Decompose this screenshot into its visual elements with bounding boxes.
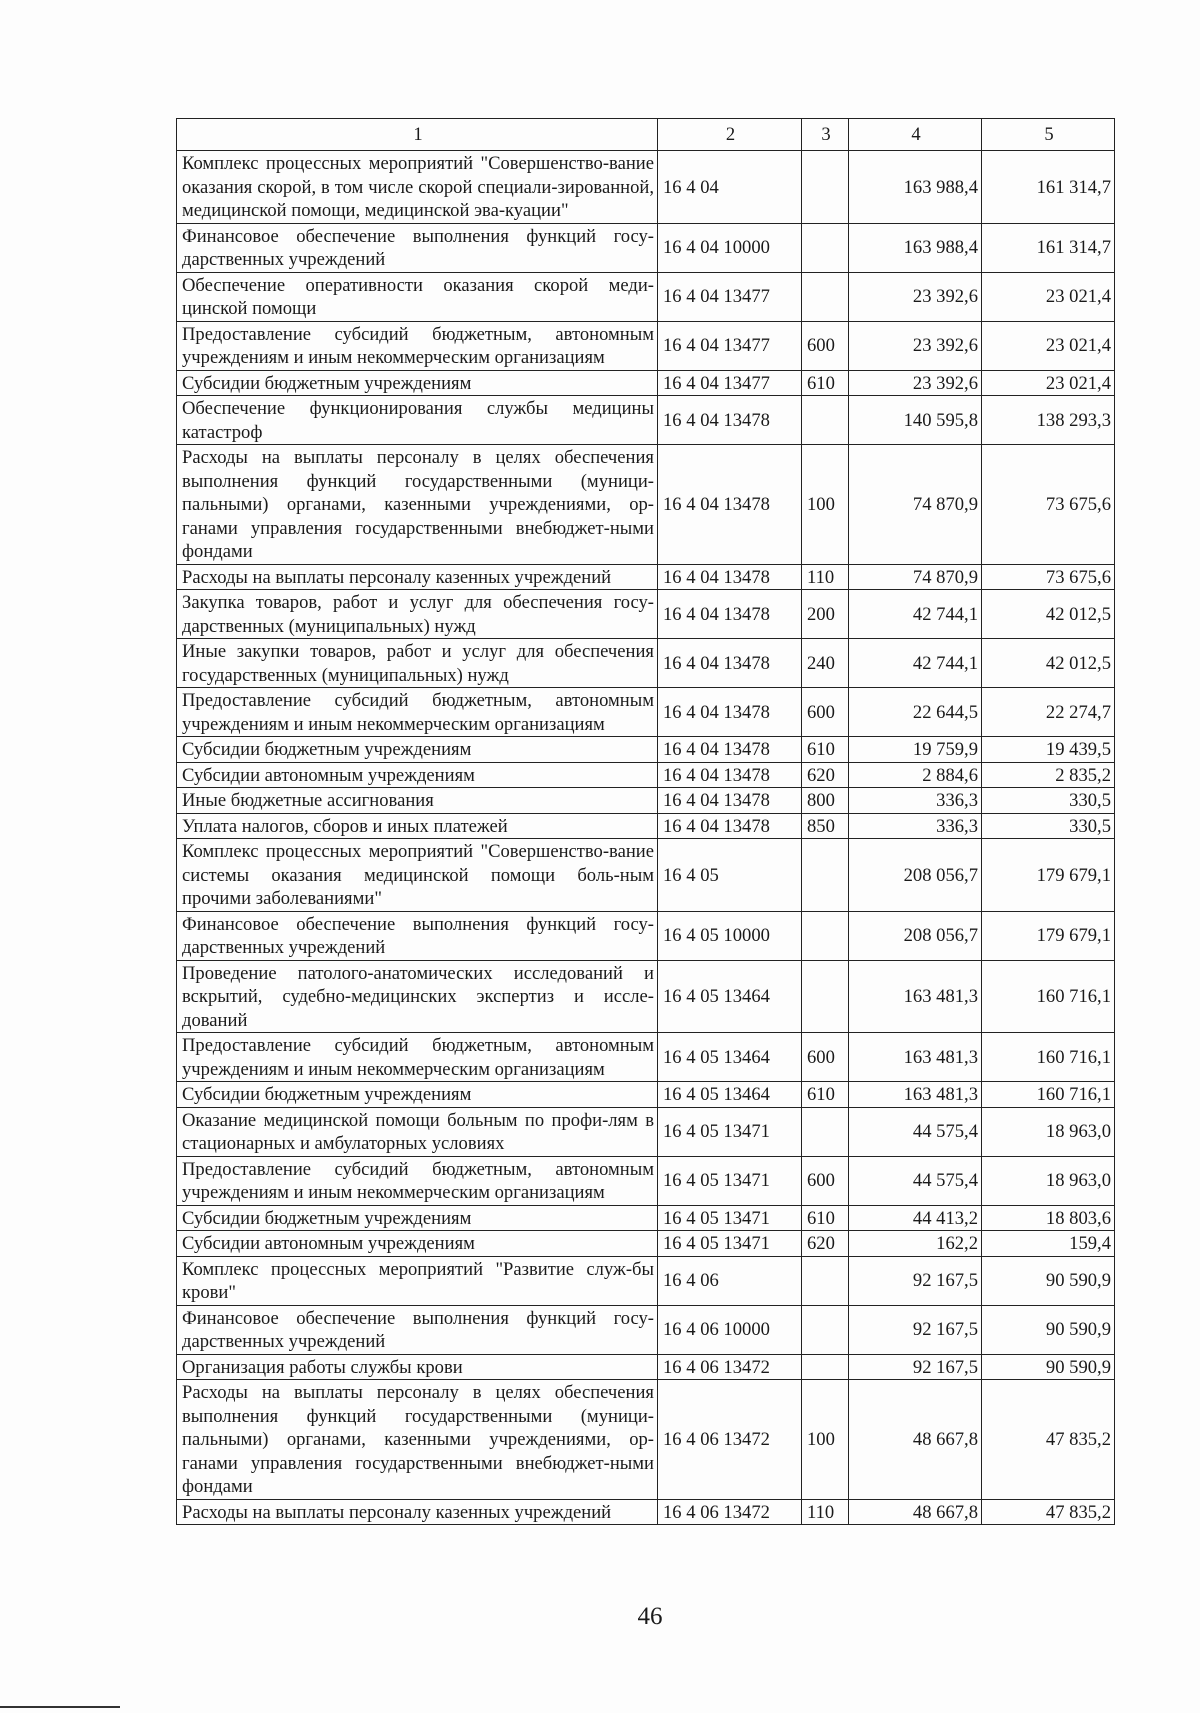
amount-col4: 163 988,4 [849,151,982,224]
amount-col4: 140 595,8 [849,396,982,445]
amount-col5: 2 835,2 [982,762,1115,788]
expense-type [802,151,849,224]
target-code: 16 4 05 13471 [658,1231,802,1257]
target-code: 16 4 04 13477 [658,321,802,370]
amount-col4: 163 988,4 [849,223,982,272]
expense-type: 100 [802,445,849,565]
expense-type [802,1305,849,1354]
expense-type: 620 [802,762,849,788]
amount-col5: 73 675,6 [982,564,1115,590]
expense-type: 610 [802,370,849,396]
table-row [177,151,1115,224]
expense-type [802,960,849,1033]
target-code: 16 4 04 13478 [658,737,802,763]
amount-col5: 73 675,6 [982,445,1115,565]
item-name: Комплекс процессных мероприятий "Развитие служ-бы крови" [177,1256,658,1305]
target-code: 16 4 05 10000 [658,911,802,960]
expense-type: 620 [802,1231,849,1257]
item-name: Предоставление субсидий бюджетным, автономным учреждениям и иным некоммерческим организациям [177,1033,658,1082]
amount-col5: 90 590,9 [982,1256,1115,1305]
table-row [177,223,1115,272]
amount-col4: 92 167,5 [849,1354,982,1380]
amount-col4: 336,3 [849,813,982,839]
target-code: 16 4 04 13478 [658,688,802,737]
amount-col5: 18 963,0 [982,1107,1115,1156]
item-name: Финансовое обеспечение выполнения функций госу-дарственных учреждений [177,223,658,272]
expense-type: 610 [802,1082,849,1108]
amount-col4: 42 744,1 [849,639,982,688]
target-code: 16 4 04 13478 [658,639,802,688]
target-code: 16 4 04 13477 [658,272,802,321]
amount-col5: 19 439,5 [982,737,1115,763]
expense-type [802,1354,849,1380]
item-name: Обеспечение функционирования службы медицины катастроф [177,396,658,445]
amount-col4: 163 481,3 [849,1082,982,1108]
amount-col4: 163 481,3 [849,960,982,1033]
amount-col4: 44 575,4 [849,1156,982,1205]
expense-type: 600 [802,1033,849,1082]
target-code: 16 4 05 13464 [658,1082,802,1108]
item-name: Предоставление субсидий бюджетным, автономным учреждениям и иным некоммерческим организациям [177,1156,658,1205]
amount-col5: 160 716,1 [982,1033,1115,1082]
amount-col5: 23 021,4 [982,272,1115,321]
table-row [177,396,1115,445]
table-row [177,688,1115,737]
amount-col4: 336,3 [849,788,982,814]
header-cell-2: 2 [658,119,802,151]
table-row [177,1305,1115,1354]
amount-col4: 23 392,6 [849,321,982,370]
item-name: Расходы на выплаты персоналу казенных учреждений [177,1499,658,1525]
amount-col4: 22 644,5 [849,688,982,737]
table-row [177,762,1115,788]
table-row [177,1380,1115,1500]
amount-col4: 44 413,2 [849,1205,982,1231]
target-code: 16 4 04 13477 [658,370,802,396]
amount-col5: 330,5 [982,788,1115,814]
item-name: Расходы на выплаты персоналу в целях обеспечения выполнения функций государственными (муници-пальными) органами, казенными учреждениями, ор-ганами управления государственными внебюджет-ными фондами [177,1380,658,1500]
amount-col5: 23 021,4 [982,370,1115,396]
table-row [177,813,1115,839]
item-name: Субсидии бюджетным учреждениям [177,737,658,763]
header-cell-1: 1 [177,119,658,151]
target-code: 16 4 04 13478 [658,788,802,814]
amount-col4: 23 392,6 [849,370,982,396]
table-row [177,1107,1115,1156]
amount-col5: 159,4 [982,1231,1115,1257]
item-name: Оказание медицинской помощи больным по профи-лям в стационарных и амбулаторных условиях [177,1107,658,1156]
table-row [177,321,1115,370]
amount-col5: 330,5 [982,813,1115,839]
expense-type: 110 [802,564,849,590]
scan-edge-line [0,1706,120,1708]
target-code: 16 4 05 13464 [658,960,802,1033]
expense-type: 110 [802,1499,849,1525]
amount-col5: 42 012,5 [982,590,1115,639]
target-code: 16 4 06 10000 [658,1305,802,1354]
target-code: 16 4 04 10000 [658,223,802,272]
target-code: 16 4 05 13471 [658,1107,802,1156]
table-row [177,370,1115,396]
target-code: 16 4 04 13478 [658,762,802,788]
item-name: Уплата налогов, сборов и иных платежей [177,813,658,839]
amount-col4: 23 392,6 [849,272,982,321]
item-name: Субсидии автономным учреждениям [177,1231,658,1257]
amount-col4: 19 759,9 [849,737,982,763]
expense-type [802,223,849,272]
target-code: 16 4 05 13471 [658,1205,802,1231]
item-name: Финансовое обеспечение выполнения функций госу-дарственных учреждений [177,911,658,960]
expense-type [802,911,849,960]
header-row [177,119,1115,151]
amount-col5: 160 716,1 [982,960,1115,1033]
item-name: Закупка товаров, работ и услуг для обеспечения госу-дарственных (муниципальных) нужд [177,590,658,639]
expense-type: 240 [802,639,849,688]
amount-col4: 208 056,7 [849,911,982,960]
table-row [177,737,1115,763]
target-code: 16 4 06 13472 [658,1499,802,1525]
expense-type [802,839,849,912]
table-row [177,639,1115,688]
header-cell-5: 5 [982,119,1115,151]
table-row [177,911,1115,960]
table-row [177,445,1115,565]
amount-col4: 48 667,8 [849,1499,982,1525]
amount-col5: 161 314,7 [982,151,1115,224]
item-name: Обеспечение оперативности оказания скорой меди-цинской помощи [177,272,658,321]
table-row [177,272,1115,321]
amount-col4: 48 667,8 [849,1380,982,1500]
target-code: 16 4 04 13478 [658,590,802,639]
item-name: Иные бюджетные ассигнования [177,788,658,814]
target-code: 16 4 06 [658,1256,802,1305]
amount-col5: 47 835,2 [982,1380,1115,1500]
amount-col4: 208 056,7 [849,839,982,912]
table-row [177,960,1115,1033]
expense-type [802,1107,849,1156]
header-cell-4: 4 [849,119,982,151]
item-name: Комплекс процессных мероприятий "Совершенство-вание оказания скорой, в том числе скорой специали-зированной, медицинской помощи, медицинской эва-куации" [177,151,658,224]
item-name: Организация работы службы крови [177,1354,658,1380]
amount-col5: 90 590,9 [982,1354,1115,1380]
target-code: 16 4 04 13478 [658,813,802,839]
target-code: 16 4 05 13471 [658,1156,802,1205]
item-name: Субсидии бюджетным учреждениям [177,1205,658,1231]
expense-type: 600 [802,1156,849,1205]
amount-col4: 92 167,5 [849,1256,982,1305]
expense-type: 610 [802,1205,849,1231]
amount-col5: 179 679,1 [982,839,1115,912]
table-row [177,564,1115,590]
amount-col4: 42 744,1 [849,590,982,639]
table-row [177,1354,1115,1380]
amount-col5: 160 716,1 [982,1082,1115,1108]
table-row [177,1156,1115,1205]
amount-col5: 18 963,0 [982,1156,1115,1205]
item-name: Расходы на выплаты персоналу в целях обеспечения выполнения функций государственными (муници-пальными) органами, казенными учреждениями, ор-ганами управления государственными внебюджет-ными фондами [177,445,658,565]
amount-col4: 162,2 [849,1231,982,1257]
expense-type [802,396,849,445]
amount-col5: 90 590,9 [982,1305,1115,1354]
item-name: Финансовое обеспечение выполнения функций госу-дарственных учреждений [177,1305,658,1354]
expense-type: 610 [802,737,849,763]
item-name: Предоставление субсидий бюджетным, автономным учреждениям и иным некоммерческим организациям [177,688,658,737]
table-row [177,1231,1115,1257]
target-code: 16 4 06 13472 [658,1354,802,1380]
target-code: 16 4 05 [658,839,802,912]
table-row [177,590,1115,639]
page-number: 46 [637,1603,663,1630]
item-name: Предоставление субсидий бюджетным, автономным учреждениям и иным некоммерческим организациям [177,321,658,370]
expense-type: 600 [802,321,849,370]
amount-col5: 47 835,2 [982,1499,1115,1525]
amount-col5: 138 293,3 [982,396,1115,445]
amount-col5: 18 803,6 [982,1205,1115,1231]
table-row [177,1033,1115,1082]
expense-type [802,1256,849,1305]
page-number-wrap [0,1603,1200,1631]
amount-col4: 2 884,6 [849,762,982,788]
amount-col5: 179 679,1 [982,911,1115,960]
amount-col5: 161 314,7 [982,223,1115,272]
expense-type: 200 [802,590,849,639]
table-body [177,151,1115,1525]
amount-col4: 163 481,3 [849,1033,982,1082]
item-name: Расходы на выплаты персоналу казенных учреждений [177,564,658,590]
target-code: 16 4 06 13472 [658,1380,802,1500]
expense-type: 850 [802,813,849,839]
table-row [177,1082,1115,1108]
budget-table [176,118,1115,1525]
header-cell-3: 3 [802,119,849,151]
item-name: Субсидии автономным учреждениям [177,762,658,788]
expense-type: 800 [802,788,849,814]
target-code: 16 4 04 [658,151,802,224]
amount-col4: 74 870,9 [849,564,982,590]
amount-col4: 44 575,4 [849,1107,982,1156]
table-row [177,1205,1115,1231]
amount-col5: 22 274,7 [982,688,1115,737]
item-name: Комплекс процессных мероприятий "Совершенство-вание системы оказания медицинской помощи боль-ным прочими заболеваниями" [177,839,658,912]
target-code: 16 4 04 13478 [658,396,802,445]
item-name: Субсидии бюджетным учреждениям [177,370,658,396]
table-row [177,839,1115,912]
amount-col5: 23 021,4 [982,321,1115,370]
table-row [177,1256,1115,1305]
target-code: 16 4 04 13478 [658,564,802,590]
item-name: Субсидии бюджетным учреждениям [177,1082,658,1108]
amount-col5: 42 012,5 [982,639,1115,688]
table-row [177,788,1115,814]
expense-type: 600 [802,688,849,737]
expense-type: 100 [802,1380,849,1500]
target-code: 16 4 05 13464 [658,1033,802,1082]
amount-col4: 74 870,9 [849,445,982,565]
target-code: 16 4 04 13478 [658,445,802,565]
item-name: Проведение патолого-анатомических исследований и вскрытий, судебно-медицинских экспертиз и иссле-дований [177,960,658,1033]
amount-col4: 92 167,5 [849,1305,982,1354]
item-name: Иные закупки товаров, работ и услуг для обеспечения государственных (муниципальных) нужд [177,639,658,688]
table-row [177,1499,1115,1525]
expense-type [802,272,849,321]
